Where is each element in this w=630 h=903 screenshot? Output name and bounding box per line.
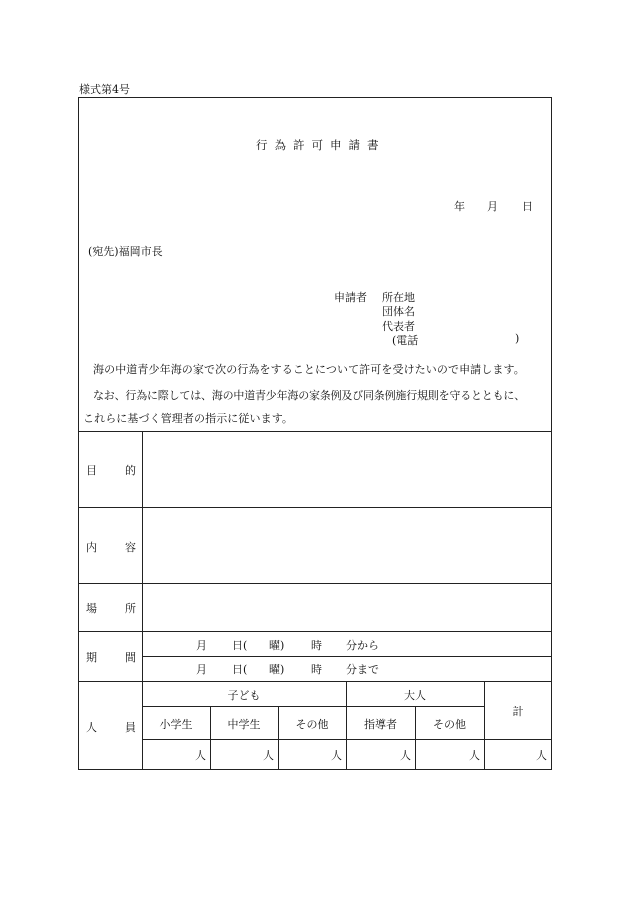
people-total-header: 計	[512, 705, 524, 718]
row-label-content	[86, 539, 136, 555]
date-month: 月	[487, 200, 498, 213]
row-label-char: 人	[86, 721, 97, 734]
people-col-children-other: その他	[295, 718, 329, 731]
divider	[78, 631, 552, 632]
applicant-address-label: 所在地	[382, 291, 415, 304]
period-end-minute: 分まで	[346, 663, 379, 676]
applicant-phone-close: )	[515, 332, 520, 345]
people-col-elementary: 小学生	[159, 718, 193, 731]
divider	[484, 681, 485, 770]
row-label-char: 所	[125, 602, 136, 615]
row-label-char: 目	[86, 464, 97, 477]
period-start-month: 月	[196, 639, 207, 652]
row-label-char: 容	[125, 541, 136, 554]
row-label-char: 員	[125, 721, 136, 734]
applicant-representative-label: 代表者	[382, 320, 415, 333]
row-label-period	[86, 649, 136, 665]
row-label-char: 場	[86, 602, 97, 615]
period-end-weekday: 曜)	[269, 663, 285, 676]
applicant-label: 申請者	[334, 291, 367, 304]
row-label-place	[86, 600, 136, 616]
divider	[142, 739, 552, 740]
statement-line-3: これらに基づく管理者の指示に従います。	[83, 412, 294, 425]
row-label-people	[86, 719, 136, 735]
divider	[142, 656, 552, 657]
divider	[78, 431, 552, 432]
period-start-weekday: 曜)	[269, 639, 285, 652]
row-label-char: 間	[125, 651, 136, 664]
form-number: 様式第4号	[79, 83, 130, 96]
people-adults-header: 大人	[404, 689, 426, 702]
period-end-month: 月	[196, 663, 207, 676]
people-col-adults-other: その他	[433, 718, 466, 731]
row-label-char: 内	[86, 541, 97, 554]
people-unit: 人	[400, 749, 411, 762]
applicant-group-label: 団体名	[382, 305, 415, 318]
addressee: (宛先)福岡市長	[88, 245, 163, 258]
period-start-minute: 分から	[346, 639, 379, 652]
applicant-phone-open: (電話	[392, 334, 419, 347]
divider	[142, 706, 484, 707]
people-col-leader: 指導者	[364, 718, 397, 731]
statement-line-2: なお、行為に際しては、海の中道青少年海の家条例及び同条例施行規則を守るとともに、	[93, 389, 525, 402]
date-day: 日	[522, 200, 533, 213]
row-label-purpose	[86, 462, 136, 478]
period-start-day: 日(	[232, 639, 248, 652]
people-unit: 人	[331, 749, 342, 762]
period-start-hour: 時	[311, 639, 322, 652]
row-label-char: 期	[86, 651, 97, 664]
form-title: 行為許可申請書	[256, 138, 386, 152]
divider	[78, 583, 552, 584]
period-end-hour: 時	[311, 663, 322, 676]
row-label-char: 的	[125, 464, 136, 477]
people-col-junior-high: 中学生	[227, 718, 261, 731]
people-unit: 人	[263, 749, 274, 762]
period-end-day: 日(	[232, 663, 248, 676]
people-children-header: 子ども	[227, 689, 261, 702]
people-unit: 人	[536, 749, 547, 762]
divider	[78, 507, 552, 508]
people-unit: 人	[469, 749, 480, 762]
date-year: 年	[454, 200, 465, 213]
statement-line-1: 海の中道青少年海の家で次の行為をすることについて許可を受けたいので申請します。	[93, 363, 525, 376]
people-unit: 人	[195, 749, 206, 762]
divider	[78, 681, 552, 682]
